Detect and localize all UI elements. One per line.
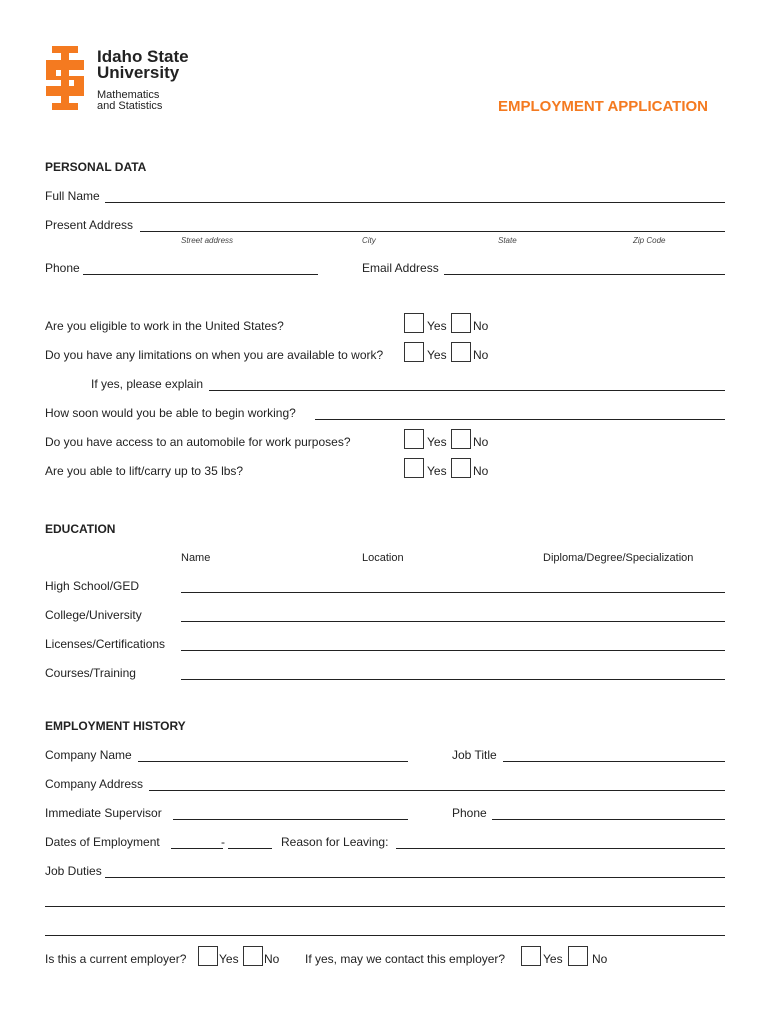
- education-row-field[interactable]: [181, 679, 725, 680]
- education-col-diploma: Diploma/Degree/Specialization: [543, 552, 694, 564]
- start-soon-label: How soon would you be able to begin working?: [45, 406, 296, 420]
- city-caption: City: [362, 236, 376, 245]
- education-row-field[interactable]: [181, 592, 725, 593]
- company-address-label: Company Address: [45, 777, 144, 791]
- limitations-no-label: No: [473, 348, 489, 362]
- eligible-question: Are you eligible to work in the United States?: [45, 319, 284, 333]
- automobile-question: Do you have access to an automobile for work purposes?: [45, 435, 351, 449]
- current-no-label: No: [264, 952, 280, 966]
- job-title-label: Job Title: [452, 748, 497, 762]
- current-no-checkbox[interactable]: [243, 946, 263, 966]
- education-row-label: Courses/Training: [45, 666, 136, 680]
- employer-phone-field[interactable]: [492, 819, 725, 820]
- education-row-label: High School/GED: [45, 579, 140, 593]
- lift-no-label: No: [473, 464, 489, 478]
- employer-phone-label: Phone: [452, 806, 487, 820]
- contact-no-label: No: [592, 952, 608, 966]
- duties-field[interactable]: [105, 877, 725, 878]
- eligible-yes-checkbox[interactable]: [404, 313, 424, 333]
- address-field[interactable]: [140, 231, 725, 232]
- automobile-yes-checkbox[interactable]: [404, 429, 424, 449]
- duties-label: Job Duties: [45, 864, 102, 878]
- current-employer-question: Is this a current employer?: [45, 952, 187, 966]
- education-row-field[interactable]: [181, 621, 725, 622]
- reason-field[interactable]: [396, 848, 725, 849]
- company-address-field[interactable]: [149, 790, 725, 791]
- supervisor-field[interactable]: [173, 819, 408, 820]
- automobile-no-checkbox[interactable]: [451, 429, 471, 449]
- current-yes-checkbox[interactable]: [198, 946, 218, 966]
- supervisor-label: Immediate Supervisor: [45, 806, 162, 820]
- start-soon-field[interactable]: [315, 419, 725, 420]
- logo-department: Mathematics and Statistics: [97, 89, 163, 112]
- education-row-label: College/University: [45, 608, 142, 622]
- state-caption: State: [498, 236, 517, 245]
- explain-field[interactable]: [209, 390, 725, 391]
- dates-to-field[interactable]: [228, 848, 272, 849]
- personal-heading: PERSONAL DATA: [45, 160, 147, 174]
- phone-label: Phone: [45, 261, 80, 275]
- lift-no-checkbox[interactable]: [451, 458, 471, 478]
- zip-caption: Zip Code: [633, 236, 666, 245]
- explain-label: If yes, please explain: [91, 377, 204, 391]
- education-row-label: Licenses/Certifications: [45, 637, 166, 651]
- isu-logo-icon: [44, 46, 86, 110]
- logo-university-name: Idaho State University: [97, 47, 189, 82]
- full-name-label: Full Name: [45, 189, 100, 203]
- eligible-no-checkbox[interactable]: [451, 313, 471, 333]
- employment-heading: EMPLOYMENT HISTORY: [45, 719, 186, 733]
- duties-field[interactable]: [45, 935, 725, 936]
- company-name-field[interactable]: [138, 761, 408, 762]
- limitations-yes-checkbox[interactable]: [404, 342, 424, 362]
- education-heading: EDUCATION: [45, 522, 116, 536]
- full-name-field[interactable]: [105, 202, 725, 203]
- contact-no-checkbox[interactable]: [568, 946, 588, 966]
- limitations-no-checkbox[interactable]: [451, 342, 471, 362]
- limitations-yes-label: Yes: [427, 348, 447, 362]
- lift-yes-checkbox[interactable]: [404, 458, 424, 478]
- street-caption: Street address: [181, 236, 234, 245]
- company-name-label: Company Name: [45, 748, 132, 762]
- contact-question: If yes, may we contact this employer?: [305, 952, 506, 966]
- lift-question: Are you able to lift/carry up to 35 lbs?: [45, 464, 244, 478]
- lift-yes-label: Yes: [427, 464, 447, 478]
- university-logo: [44, 46, 194, 112]
- contact-yes-checkbox[interactable]: [521, 946, 541, 966]
- phone-field[interactable]: [83, 274, 318, 275]
- page-title: EMPLOYMENT APPLICATION: [498, 98, 708, 115]
- automobile-yes-label: Yes: [427, 435, 447, 449]
- address-label: Present Address: [45, 218, 134, 232]
- email-field[interactable]: [444, 274, 725, 275]
- limitations-question: Do you have any limitations on when you are available to work?: [45, 348, 384, 362]
- dates-dash: -: [221, 835, 225, 849]
- education-row-field[interactable]: [181, 650, 725, 651]
- education-col-name: Name: [181, 552, 211, 564]
- eligible-no-label: No: [473, 319, 489, 333]
- reason-label: Reason for Leaving:: [281, 835, 389, 849]
- eligible-yes-label: Yes: [427, 319, 447, 333]
- automobile-no-label: No: [473, 435, 489, 449]
- dates-label: Dates of Employment: [45, 835, 160, 849]
- dates-from-field[interactable]: [171, 848, 223, 849]
- job-title-field[interactable]: [503, 761, 725, 762]
- contact-yes-label: Yes: [543, 952, 563, 966]
- email-label: Email Address: [362, 261, 439, 275]
- duties-field[interactable]: [45, 906, 725, 907]
- current-yes-label: Yes: [219, 952, 239, 966]
- education-col-location: Location: [362, 552, 404, 564]
